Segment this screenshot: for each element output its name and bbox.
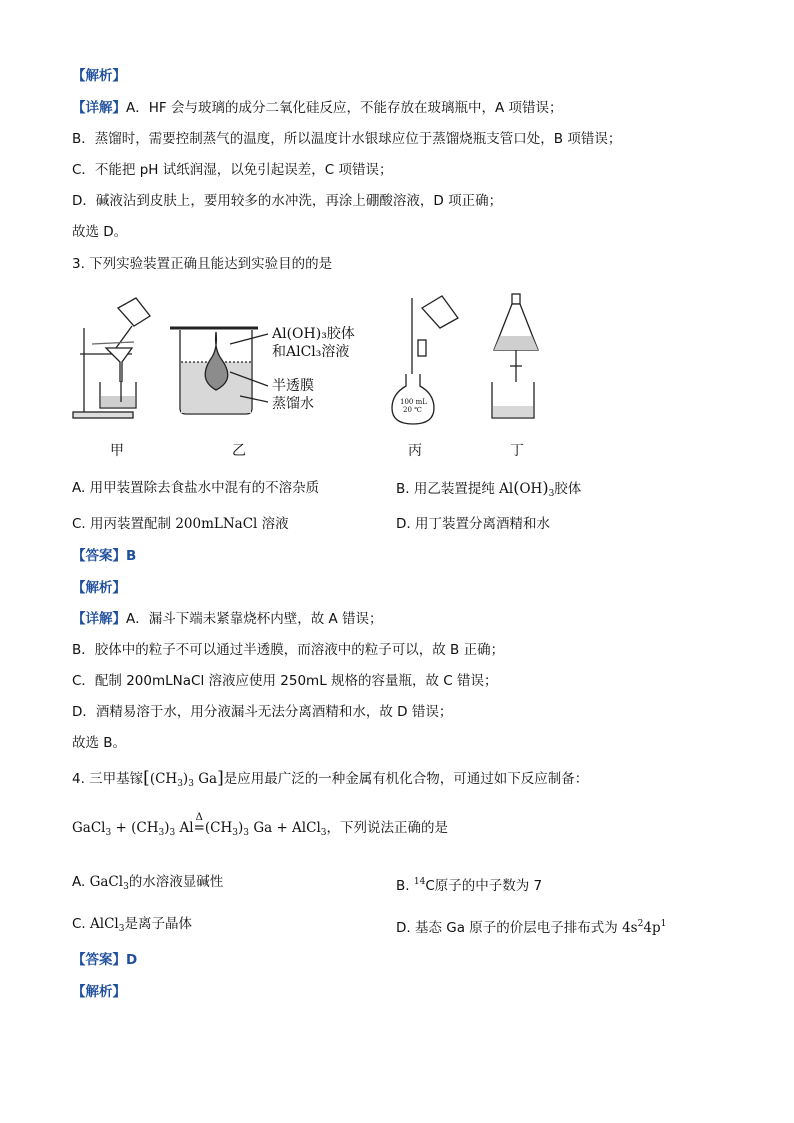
q4-stem-pre: 4. 三甲基镓 — [72, 771, 144, 787]
q3-option-c-text: C. 用丙装置配制 — [72, 516, 176, 532]
q4-option-b-text: C原子的中子数为 7 — [425, 878, 543, 894]
caption-yi: 乙 — [232, 443, 246, 459]
q4-stem-post: 是应用最广泛的一种金属有机化合物，可通过如下反应制备： — [223, 771, 589, 787]
q3-detail-a — [72, 609, 383, 629]
q4-option-c[interactable]: C. AlCl$_3$是离子晶体 — [72, 916, 192, 934]
q3-conclusion: 故选 B。 — [72, 735, 127, 751]
q3-option-b[interactable]: B. 用乙装置提纯 $Al(OH)_3$胶体 — [396, 478, 582, 499]
q3-option-c[interactable] — [72, 514, 289, 534]
detail-line-c: C．不能把 pH 试纸润湿，以免引起误差，C 项错误； — [72, 162, 393, 178]
q3-analysis-heading: 【解析】 — [72, 580, 126, 596]
q4-option-b-pre: B. — [396, 878, 414, 894]
q4-option-c-text: 是离子晶体 — [124, 916, 192, 932]
q4-option-a-text: 的水溶液显碱性 — [128, 874, 224, 890]
q3-option-b-tail: 胶体 — [554, 481, 582, 497]
separatory-funnel-apparatus — [486, 290, 546, 420]
caption-jia: 甲 — [110, 443, 124, 459]
q4-option-b[interactable]: B. $^{14}$C原子的中子数为 7 — [396, 877, 543, 894]
heat-symbol: Δ — [195, 812, 203, 823]
q3-detail-a-text: A．漏斗下端未紧靠烧杯内壁，故 A 错误； — [126, 611, 383, 627]
question-3-stem: 3. 下列实验装置正确且能达到实验目的的是 — [72, 256, 333, 272]
q4-answer: 【答案】D — [72, 952, 138, 968]
detail-line-a — [72, 98, 562, 118]
q4-equation: GaCl$_3$ + $(CH_3)_3$ Al Δ $=(CH_3)_3$ Ga + AlCl$_3$，下列说法正确的是 — [72, 818, 448, 843]
caption-ding: 丁 — [510, 443, 524, 459]
water-label: 蒸馏水 — [272, 396, 314, 412]
dialysis-apparatus — [170, 328, 268, 414]
solution-label: 和AlCl₃溶液 — [272, 344, 350, 360]
q3-answer: 【答案】B — [72, 548, 137, 564]
q3-detail-d: D．酒精易溶于水，用分液漏斗无法分离酒精和水，故 D 错误； — [72, 704, 453, 720]
conclusion: 故选 D。 — [72, 224, 128, 240]
detail-line-b: B．蒸馏时，需要控制蒸气的温度，所以温度计水银球应位于蒸馏烧瓶支管口处，B 项错误； — [72, 131, 622, 147]
q4-equation-tail: ，下列说法正确的是 — [326, 820, 448, 836]
q3-option-b-text: B. 用乙装置提纯 — [396, 481, 500, 497]
detail-line-d: D．碱液沾到皮肤上，要用较多的水冲洗，再涂上硼酸溶液，D 项正确； — [72, 193, 503, 209]
apparatus-figure — [70, 290, 470, 460]
q3-option-c-tail: 溶液 — [257, 516, 289, 532]
q4-option-d[interactable]: D. 基态 Ga 原子的价层电子排布式为 $4s^24p^1$ — [396, 919, 667, 936]
detail-text: A．HF 会与玻璃的成分二氧化硅反应，不能存放在玻璃瓶中，A 项错误； — [126, 100, 563, 116]
caption-bing: 丙 — [408, 443, 422, 459]
flask-temp-label: 20 ℃ — [403, 406, 422, 414]
filtration-apparatus — [73, 298, 150, 418]
q4-option-a[interactable]: A. GaCl$_3$的水溶液显碱性 — [72, 874, 224, 892]
detail-tag: 【详解】 — [72, 100, 126, 116]
q3-option-a[interactable]: A. 用甲装置除去食盐水中混有的不溶杂质 — [72, 480, 320, 496]
q3-detail-b: B．胶体中的粒子不可以通过半透膜，而溶液中的粒子可以，故 B 正确； — [72, 642, 505, 658]
membrane-label: 半透膜 — [272, 378, 314, 394]
q3-option-d[interactable]: D. 用丁装置分离酒精和水 — [396, 516, 550, 532]
q4-analysis-heading: 【解析】 — [72, 984, 126, 1000]
q3-option-c-formula: 200mLNaCl — [175, 516, 258, 532]
question-4-stem: 4. 三甲基镓[$(CH_3)_3$ Ga]是应用最广泛的一种金属有机化合物，可通过如下反应制备： — [72, 768, 589, 789]
colloid-label: Al(OH)₃胶体 — [272, 326, 355, 342]
q3-detail-c: C．配制 200mLNaCl 溶液应使用 250mL 规格的容量瓶，故 C 错误； — [72, 673, 498, 689]
q4-option-d-text: D. 基态 Ga 原子的价层电子排布式为 — [396, 920, 623, 936]
q3-detail-tag: 【详解】 — [72, 611, 126, 627]
analysis-heading: 【解析】 — [72, 68, 126, 84]
flask-volume-label: 100 mL — [400, 398, 427, 406]
